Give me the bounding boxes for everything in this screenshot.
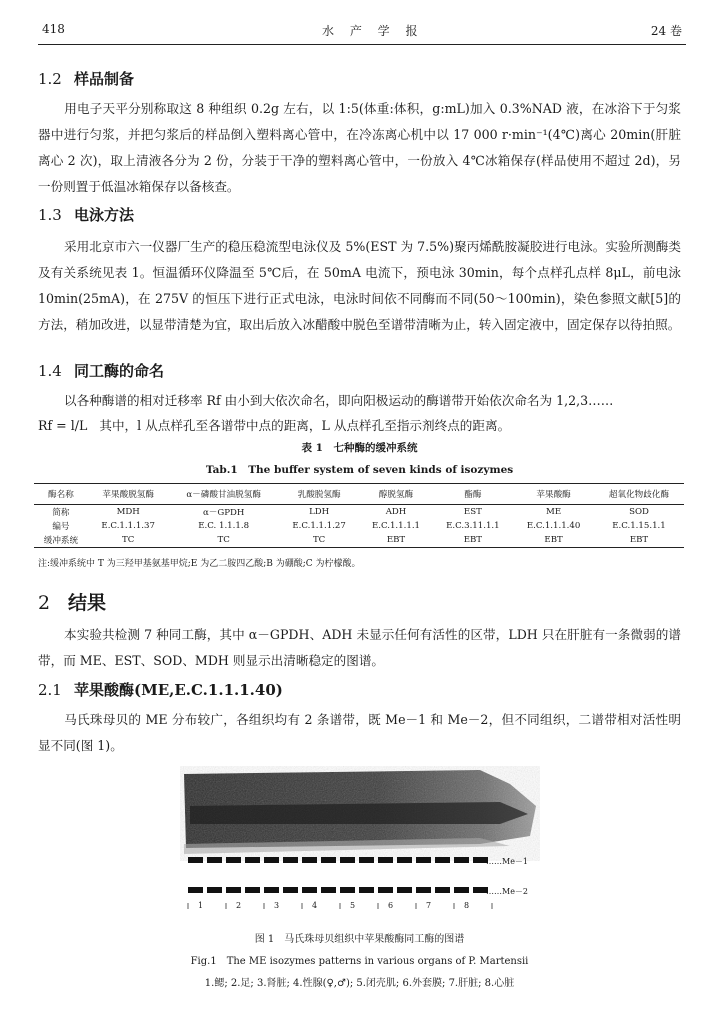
section-title: 结果 xyxy=(68,592,107,614)
section-number: 2.1 xyxy=(38,681,62,699)
section-number: 1.3 xyxy=(38,206,62,224)
table-cell: α－GPDH xyxy=(202,508,245,518)
section-title: 苹果酸酶(ME,E.C.1.1.1.40) xyxy=(74,681,283,699)
me-1-band xyxy=(283,857,298,863)
section-1-2-heading xyxy=(38,68,134,89)
me-2-band xyxy=(397,887,412,893)
band-label-me2: ……Me－2 xyxy=(486,887,529,896)
section-2-heading xyxy=(38,588,106,615)
table-cell: EBT xyxy=(359,533,432,548)
lane-number: 8 xyxy=(464,901,470,910)
lane-number: 3 xyxy=(274,901,280,910)
table-header-row xyxy=(34,484,684,505)
rf-formula-line xyxy=(38,413,681,439)
me-1-band xyxy=(397,857,412,863)
me-2-band xyxy=(416,887,431,893)
table-cell: E.C.1.1.1.40 xyxy=(526,521,581,531)
section-number: 1.2 xyxy=(38,70,62,88)
figure-caption-cn: 图 1 马氏珠母贝组织中苹果酸酶同工酶的图谱 xyxy=(254,934,465,945)
table-row xyxy=(34,533,684,548)
me-1-band xyxy=(302,857,317,863)
table-cell: E.C.1.15.1.1 xyxy=(612,521,666,531)
table-row xyxy=(34,519,684,533)
me-2-band xyxy=(302,887,317,893)
section-number: 1.4 xyxy=(38,362,62,380)
paragraph-text: 采用北京市六一仪器厂生产的稳压稳流型电泳仪及 5%(EST 为 7.5%)聚丙烯酰胺凝胶进行电泳。实验所测酶类及有关系统见表 1。恒温循环仪降温至 5℃后，在 50mA 电流下，预电泳 30min，每个点样孔点样 8μL，前电泳 10min(25mA)，在 275V 的恒压下进行正式电泳，电泳时间依不同酶而不同(50～100min)，染色参照文献[5]的方法，稍加改进，以显带清楚为宜，取出后放入冰醋酸中脱色至谱带清晰为止，转入固定液中，固定保存以待拍照。 xyxy=(38,239,681,332)
section-1-4-paragraph xyxy=(38,388,681,414)
section-title: 电泳方法 xyxy=(74,206,135,224)
table-cell: ME xyxy=(546,507,562,517)
paragraph-text: 以各种酶谱的相对迁移率 Rf 由小到大依次命名，即向阳极运动的酶谱带开始依次命名为 1,2,3…… xyxy=(64,393,614,408)
me-2-band xyxy=(359,887,374,893)
me-2-band xyxy=(245,887,260,893)
me-1-band xyxy=(321,857,336,863)
lane-number: 5 xyxy=(350,901,356,910)
lane-number: 6 xyxy=(388,901,394,910)
running-header xyxy=(38,20,686,45)
me-1-band xyxy=(359,857,374,863)
table-caption-cn: 表 1 七种酶的缓冲系统 xyxy=(301,442,418,454)
table-cell: EBT xyxy=(594,533,684,548)
gel-photograph xyxy=(180,766,540,861)
rf-formula-note: 其中，l 从点样孔至各谱带中点的距离，L 从点样孔至指示剂终点的距离。 xyxy=(99,418,511,433)
me-1-band xyxy=(378,857,393,863)
me-1-band xyxy=(340,857,355,863)
table-cell: EBT xyxy=(513,533,594,548)
section-1-2-paragraph xyxy=(38,96,681,200)
me-2-band xyxy=(378,887,393,893)
table-cell: TC xyxy=(279,533,360,548)
me-2-band xyxy=(207,887,222,893)
section-2-1-paragraph xyxy=(38,707,681,759)
table-cell: ADH xyxy=(385,507,407,517)
section-1-3-paragraph xyxy=(38,234,681,338)
table-note: 注:缓冲系统中 T 为三羟甲基氨基甲烷;E 为乙二胺四乙酸;B 为硼酸;C 为柠檬酸。 xyxy=(38,559,361,569)
me-1-band xyxy=(226,857,241,863)
table-header-cell: 超氧化物歧化酶 xyxy=(594,484,684,505)
section-1-3-heading xyxy=(38,204,134,225)
me-2-bands xyxy=(188,887,488,893)
me-2-band xyxy=(340,887,355,893)
me-1-band xyxy=(454,857,469,863)
table-cell: E.C.1.1.1.27 xyxy=(292,521,346,531)
volume-number: 24 卷 xyxy=(650,24,682,38)
section-title: 同工酶的命名 xyxy=(74,362,165,380)
table-header-cell: 酶名称 xyxy=(34,484,88,505)
table-cell: TC xyxy=(169,533,279,548)
table-cell: EST xyxy=(463,507,482,517)
me-2-band xyxy=(454,887,469,893)
paragraph-text: 本实验共检测 7 种同工酶，其中 α－GPDH、ADH 未显示任何有活性的区带，LDH 只在肝脏有一条微弱的谱带，而 ME、EST、SOD、MDH 则显示出清晰稳定的图谱。 xyxy=(38,627,681,668)
me-2-band xyxy=(435,887,450,893)
me-1-bands xyxy=(188,857,488,863)
table-cell: E.C. 1.1.1.8 xyxy=(198,521,250,531)
me-2-band xyxy=(283,887,298,893)
lane-numbers xyxy=(186,901,486,913)
section-2-1-heading xyxy=(38,679,283,700)
table-cell: E.C.1.1.1.37 xyxy=(101,521,155,531)
table-cell: LDH xyxy=(309,507,330,517)
section-2-paragraph xyxy=(38,622,681,674)
table-header-cell: 醇脱氢酶 xyxy=(359,484,432,505)
rf-formula: Rf = l/L xyxy=(38,418,88,433)
section-1-4-heading xyxy=(38,360,164,381)
band-label-me1: ……Me－1 xyxy=(486,857,529,866)
table-cell: TC xyxy=(88,533,169,548)
me-2-band xyxy=(264,887,279,893)
table-header-cell: α－磷酸甘油脱氢酶 xyxy=(169,484,279,505)
lane-number: 2 xyxy=(236,901,242,910)
me-1-band xyxy=(207,857,222,863)
table-cell: EBT xyxy=(433,533,514,548)
table-cell: MDH xyxy=(116,507,140,517)
table-header-cell: 苹果酸脱氢酶 xyxy=(88,484,169,505)
table-cell: E.C.3.11.1.1 xyxy=(446,521,500,531)
section-title: 样品制备 xyxy=(74,70,135,88)
table-header-cell: 乳酸脱氢酶 xyxy=(279,484,360,505)
figure-legend: 1.鳃; 2.足; 3.肾脏; 4.性腺(♀,♂); 5.闭壳肌; 6.外套膜; 7.肝脏; 8.心脏 xyxy=(204,978,515,989)
me-1-band xyxy=(264,857,279,863)
paragraph-text: 马氏珠母贝的 ME 分布较广，各组织均有 2 条谱带，既 Me－1 和 Me－2，但不同组织，二谱带相对活性明显不同(图 1)。 xyxy=(38,712,681,753)
table-cell: 编号 xyxy=(52,522,70,532)
figure-caption-en: Fig.1 The ME isozymes patterns in various organs of P. Martensii xyxy=(190,956,529,967)
me-2-band xyxy=(226,887,241,893)
me-2-band xyxy=(188,887,203,893)
lane-number: 1 xyxy=(198,901,204,910)
me-1-band xyxy=(435,857,450,863)
me-2-band xyxy=(321,887,336,893)
journal-name: 水 产 学 报 xyxy=(322,24,424,38)
me-1-band xyxy=(416,857,431,863)
table-caption-en: Tab.1 The buffer system of seven kinds of isozymes xyxy=(205,464,514,476)
paragraph-text: 用电子天平分别称取这 8 种组织 0.2g 左右，以 1:5(体重:体积，g:mL)加入 0.3%NAD 液，在冰浴下于匀浆器中进行匀浆，并把匀浆后的样品倒入塑料离心管中，在冷冻离心机中以 17 000 r·min⁻¹(4℃)离心 20min(肝脏离心 2 次)，取上清液各分为 2 份，分装于干净的塑料离心管中，一份放入 4℃冰箱保存(样品使用不超过 2d)，另一份则置于低温冰箱保存以备核查。 xyxy=(38,101,681,194)
table-header-cell: 酯酶 xyxy=(433,484,514,505)
table-cell: SOD xyxy=(629,507,649,517)
table-row xyxy=(34,505,684,520)
buffer-system-table xyxy=(34,483,684,548)
table-cell: 简称 xyxy=(52,508,70,518)
table-header-cell: 苹果酸酶 xyxy=(513,484,594,505)
table-cell: 缓冲系统 xyxy=(34,533,88,548)
page-number: 418 xyxy=(42,22,65,36)
me-1-band xyxy=(245,857,260,863)
lane-number: 7 xyxy=(426,901,432,910)
table-cell: E.C.1.1.1.1 xyxy=(371,521,421,531)
section-number: 2 xyxy=(38,592,51,614)
lane-number: 4 xyxy=(312,901,318,910)
me-1-band xyxy=(188,857,203,863)
